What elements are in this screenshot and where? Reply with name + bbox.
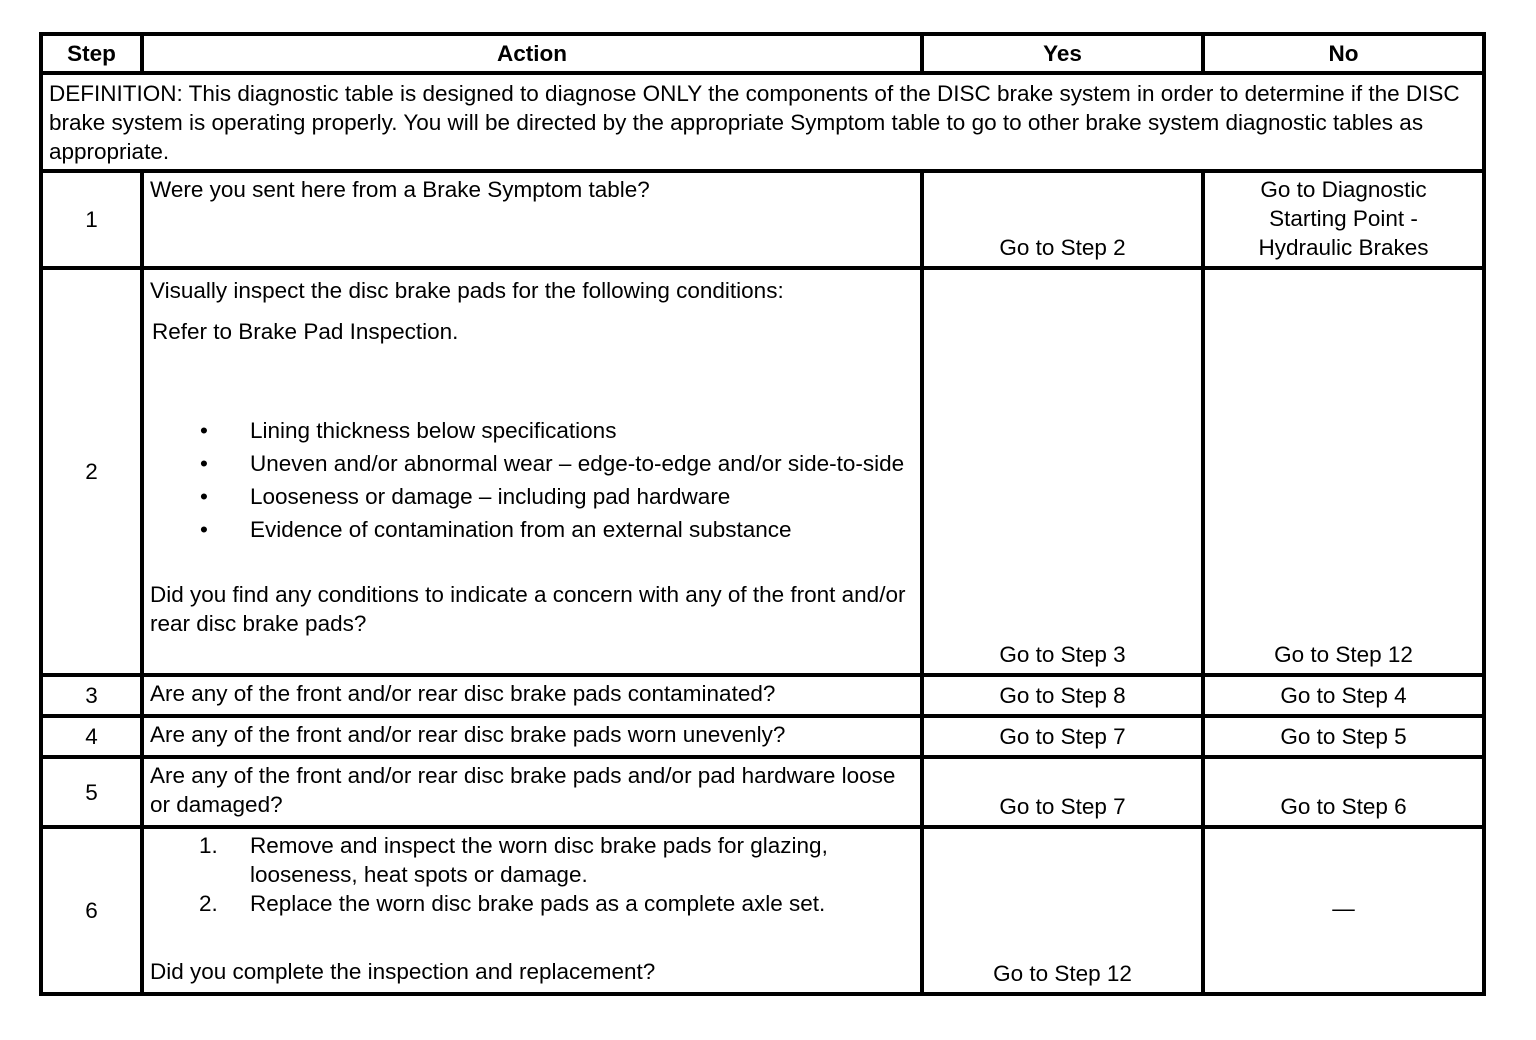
no-result: Go to Step 5 (1203, 716, 1484, 757)
step-number: 3 (41, 675, 142, 716)
step-number: 2 (41, 268, 142, 675)
list-item: • Looseness or damage – including pad hardware (150, 482, 914, 511)
table-row (41, 675, 1484, 716)
table-row (41, 757, 1484, 827)
action-question: Did you complete the inspection and replacement? (150, 959, 656, 984)
list-item (150, 889, 914, 918)
table-row (41, 827, 1484, 994)
header-row (41, 34, 1484, 73)
header-action: Action (142, 34, 922, 73)
yes-result: Go to Step 12 (922, 827, 1203, 994)
procedure-list (150, 831, 914, 918)
table-row (41, 268, 1484, 675)
no-result: Go to Step 4 (1203, 675, 1484, 716)
step-number: 5 (41, 757, 142, 827)
yes-result: Go to Step 7 (922, 757, 1203, 827)
header-step: Step (41, 34, 142, 73)
definition-row (41, 73, 1484, 171)
action-intro: Visually inspect the disc brake pads for the following conditions: (150, 278, 784, 303)
action-question: Did you find any conditions to indicate a concern with any of the front and/or rear disc brake pads? (150, 582, 906, 636)
table-row (41, 171, 1484, 268)
list-number: 2. (199, 891, 218, 916)
list-item: • Lining thickness below specifications (150, 416, 914, 445)
no-result: — (1203, 827, 1484, 994)
no-result (1203, 171, 1484, 268)
action-question: Are any of the front and/or rear disc brake pads worn unevenly? (142, 716, 922, 757)
no-result: Go to Step 12 (1203, 268, 1484, 675)
action-cell (142, 827, 922, 994)
header-no: No (1203, 34, 1484, 73)
no-result-link[interactable]: Go to Diagnostic Starting Point - Hydraulic Brakes (1258, 177, 1429, 260)
list-number: 1. (199, 833, 218, 858)
yes-result: Go to Step 3 (922, 268, 1203, 675)
yes-result: Go to Step 2 (922, 171, 1203, 268)
action-question: Are any of the front and/or rear disc brake pads and/or pad hardware loose or damaged? (142, 757, 922, 827)
table-row (41, 716, 1484, 757)
no-result: Go to Step 6 (1203, 757, 1484, 827)
action-question: Were you sent here from a Brake Symptom table? (142, 171, 922, 268)
reference-link[interactable]: Refer to Brake Pad Inspection. (152, 319, 459, 344)
action-cell (142, 268, 922, 675)
diagnostic-table (39, 32, 1486, 996)
condition-list (150, 416, 914, 544)
list-text: Replace the worn disc brake pads as a complete axle set. (250, 891, 826, 916)
step-number: 6 (41, 827, 142, 994)
action-question: Are any of the front and/or rear disc brake pads contaminated? (142, 675, 922, 716)
header-yes: Yes (922, 34, 1203, 73)
list-item: • Uneven and/or abnormal wear – edge-to-edge and/or side-to-side (150, 449, 914, 478)
yes-result: Go to Step 8 (922, 675, 1203, 716)
step-number: 4 (41, 716, 142, 757)
yes-result: Go to Step 7 (922, 716, 1203, 757)
list-text: Remove and inspect the worn disc brake pads for glazing, looseness, heat spots or damage. (250, 833, 828, 887)
list-item (150, 831, 914, 889)
definition-text: DEFINITION: This diagnostic table is designed to diagnose ONLY the components of the DISC brake system in order to determine if the DISC brake system is operating properly. You will be directed by the appropriate Symptom table to go to other brake system diagnostic tables as appropriate. (41, 73, 1484, 171)
step-number: 1 (41, 171, 142, 268)
list-item: • Evidence of contamination from an external substance (150, 515, 914, 544)
